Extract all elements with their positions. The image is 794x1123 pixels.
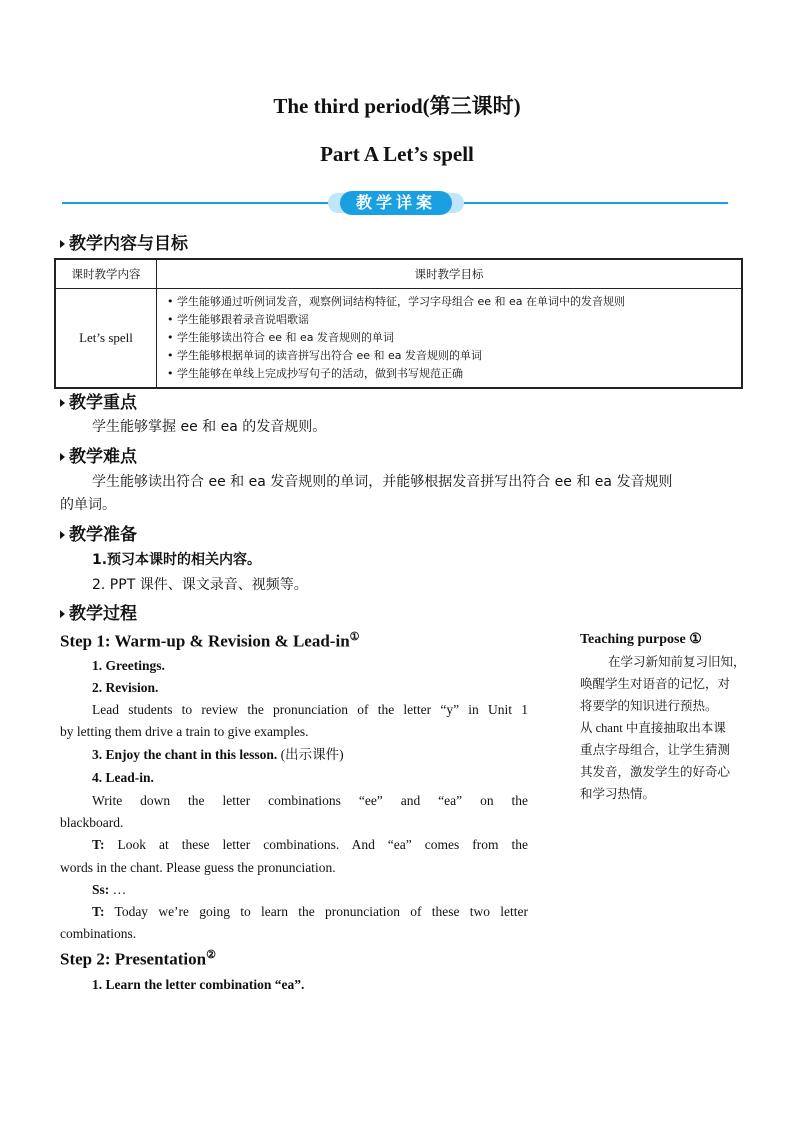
teaching-purpose-line: 唤醒学生对语音的记忆，对 [580,677,731,691]
section-heading-content-goals: 教学内容与目标 [60,229,188,254]
section-heading-process: 教学过程 [60,599,137,624]
teaching-purpose-line: 重点字母组合，让学生猜测 [580,743,731,757]
section-heading-difficulties: 教学难点 [60,442,137,467]
difficulties-text-line1: 学生能够读出符合 ee 和 ea 发音规则的单词，并能够根据发音拼写出符合 ee 和 ea 发音规则 [92,474,673,490]
goal-item: • 学生能够跟着录音说唱歌谣 [167,311,741,329]
step1-teacher-line1b: words in the chant. Please guess the pronunciation. [60,860,336,875]
step1-leadin: 4. Lead-in. [92,770,154,785]
step1-teacher-line2b: combinations. [60,926,137,941]
banner-pill [328,190,464,216]
section-heading-preparation: 教学准备 [60,520,137,545]
key-points-text: 学生能够掌握 ee 和 ea 的发音规则。 [92,419,327,435]
step1-heading: Step 1: Warm-up & Revision & Lead-in① [60,631,360,651]
triangle-bullet-icon [60,531,65,539]
section-heading-key-points: 教学重点 [60,388,137,413]
table-header-row [55,259,742,289]
header-content: 课时教学内容 [55,259,157,289]
prep-item-1: 1.预习本课时的相关内容。 [92,552,262,568]
step2-heading: Step 2: Presentation② [60,949,216,969]
triangle-bullet-icon [60,399,65,407]
step1-write-line2: blackboard. [60,815,124,830]
step1-greetings: 1. Greetings. [92,658,165,673]
table-row [55,289,742,389]
teaching-purpose-line: 在学习新知前复习旧知， [608,655,746,669]
triangle-bullet-icon [60,610,65,618]
difficulties-text-line2: 的单词。 [60,497,116,513]
teaching-purpose-line: 其发音，激发学生的好奇心 [580,765,731,779]
goal-item: • 学生能够读出符合 ee 和 ea 发音规则的单词 [167,329,741,347]
teaching-purpose-line: 和学习热情。 [580,787,656,801]
step1-revision-text-line1: Lead students to review the pronunciation of the letter “y” in Unit 1 [92,702,528,717]
step1-teacher-line2: T: Today we’re going to learn the pronunciation of these two letter [92,904,528,919]
step1-write-line1: Write down the letter combinations “ee” and “ea” on the [92,793,528,808]
banner-line-right [464,202,728,204]
banner-line-left [62,202,330,204]
teaching-purpose-heading: Teaching purpose ① [580,632,702,647]
cell-content: Let’s spell [55,289,157,389]
triangle-bullet-icon [60,453,65,461]
section-banner [62,190,728,216]
step1-teacher-line1: T: Look at these letter combinations. And “ea” comes from the [92,837,528,852]
prep-item-2: 2. PPT 课件、课文录音、视频等。 [92,577,308,593]
goal-item: • 学生能够根据单词的读音拼写出符合 ee 和 ea 发音规则的单词 [167,347,741,365]
step1-revision-text-line2: by letting them drive a train to give examples. [60,724,309,739]
goals-table [54,258,743,389]
cell-goals [157,289,743,389]
step1-chant: 3. Enjoy the chant in this lesson. (出示课件) [92,747,344,762]
header-goals: 课时教学目标 [157,259,743,289]
step2-item1: 1. Learn the letter combination “ea”. [92,977,305,992]
teaching-purpose-line: 从 chant 中直接抽取出本课 [580,721,726,735]
step1-students-line: Ss: … [92,882,127,897]
step1-revision: 2. Revision. [92,680,159,695]
page-title: The third period(第三课时) [273,94,521,118]
page-subtitle: Part A Let’s spell [320,142,474,166]
teaching-purpose-line: 将要学的知识进行预热。 [580,699,718,713]
goal-item: • 学生能够在单线上完成抄写句子的活动，做到书写规范正确 [167,365,741,383]
banner-label: 教学详案 [355,193,436,212]
teaching-purpose-note [580,629,758,805]
goal-item: • 学生能够通过听例词发音，观察例词结构特征，学习字母组合 ee 和 ea 在单词中的发音规则 [167,293,741,311]
triangle-bullet-icon [60,240,65,248]
